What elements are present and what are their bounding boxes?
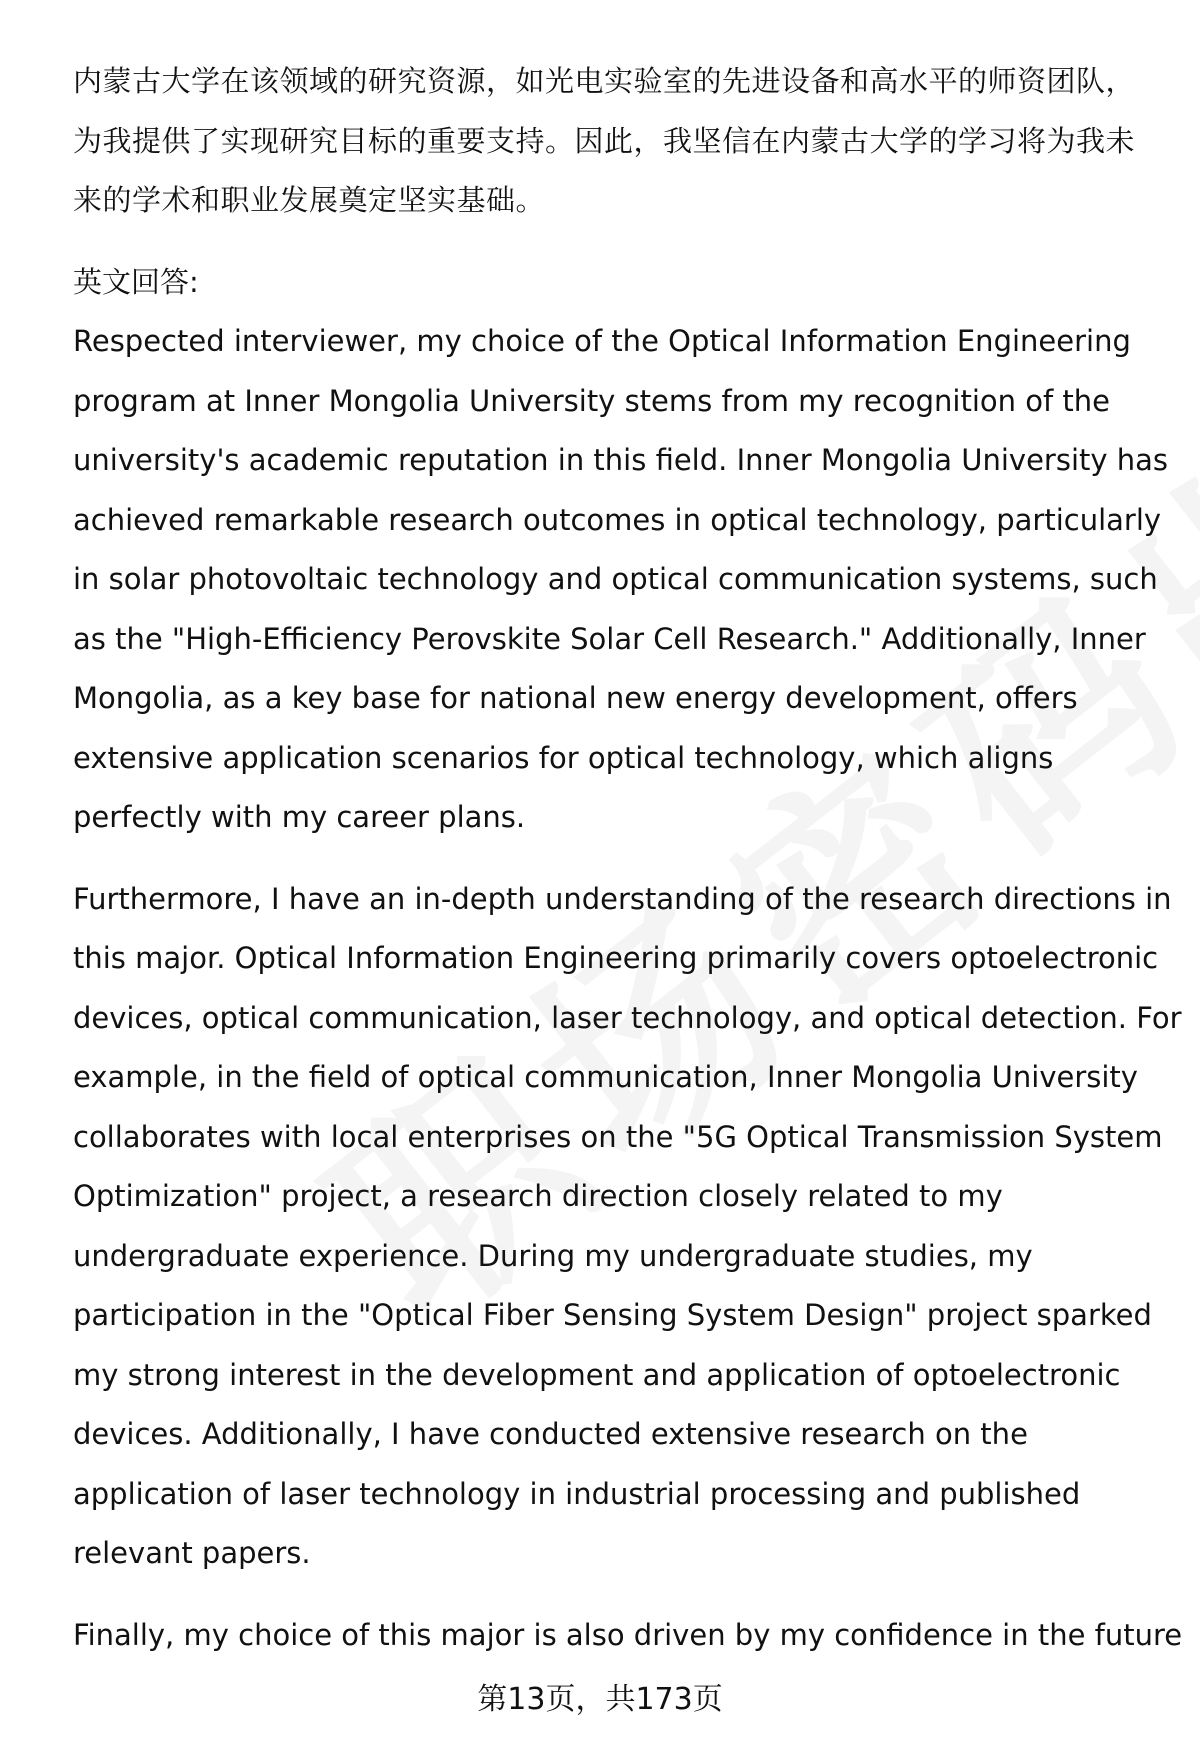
chinese-paragraph [73,52,1153,231]
text-line: program at Inner Mongolia University stems from my recognition of the [73,383,1110,418]
document-body [73,52,1183,1665]
text-line: 内蒙古大学在该领域的研究资源，如光电实验室的先进设备和高水平的师资团队， [73,64,1136,98]
english-answer-heading: 英文回答: [73,264,199,299]
text-line: application of laser technology in industrial processing and published [73,1476,1081,1511]
text-line: example, in the field of optical communication, Inner Mongolia University [73,1060,1138,1094]
text-line: university's academic reputation in this field. Inner Mongolia University has [73,443,1169,477]
text-line: devices, optical communication, laser technology, and optical detection. For [73,1000,1182,1035]
text-line: undergraduate experience. During my undergraduate studies, my [73,1238,1033,1273]
text-line: in solar photovoltaic technology and optical communication systems, such [73,562,1158,596]
text-line: perfectly with my career plans. [73,800,526,834]
text-line: participation in the "Optical Fiber Sensing System Design" project sparked [73,1298,1152,1332]
text-line: achieved remarkable research outcomes in optical technology, particularly [73,502,1162,537]
paragraph-1 [73,312,1169,848]
text-line: Finally, my choice of this major is also driven by my confidence in the future [73,1617,1183,1652]
text-line: relevant papers. [73,1536,311,1570]
text-line: as the "High-Efficiency Perovskite Solar Cell Research." Additionally, Inner [73,621,1146,656]
text-line: Mongolia, as a key base for national new energy development, offers [73,681,1078,715]
text-line: my strong interest in the development and application of optoelectronic [73,1357,1121,1392]
text-line: Furthermore, I have an in-depth understanding of the research directions in [73,881,1172,916]
text-line: devices. Additionally, I have conducted extensive research on the [73,1417,1028,1451]
paragraph-3 [73,1606,1183,1666]
text-line: Optimization" project, a research direction closely related to my [73,1179,1003,1213]
text-line: 为我提供了实现研究目标的重要支持。因此，我坚信在内蒙古大学的学习将为我未 [73,123,1136,158]
text-line: Respected interviewer, my choice of the Optical Information Engineering [73,324,1131,358]
page-number-footer: 第13页，共173页 [477,1682,723,1717]
text-line: 来的学术和职业发展奠定坚实基础。 [73,183,546,217]
paragraph-2 [73,870,1182,1584]
text-line: this major. Optical Information Engineering primarily covers optoelectronic [73,941,1159,975]
text-line: extensive application scenarios for optical technology, which aligns [73,740,1054,775]
text-line: collaborates with local enterprises on the "5G Optical Transmission System [73,1119,1163,1154]
